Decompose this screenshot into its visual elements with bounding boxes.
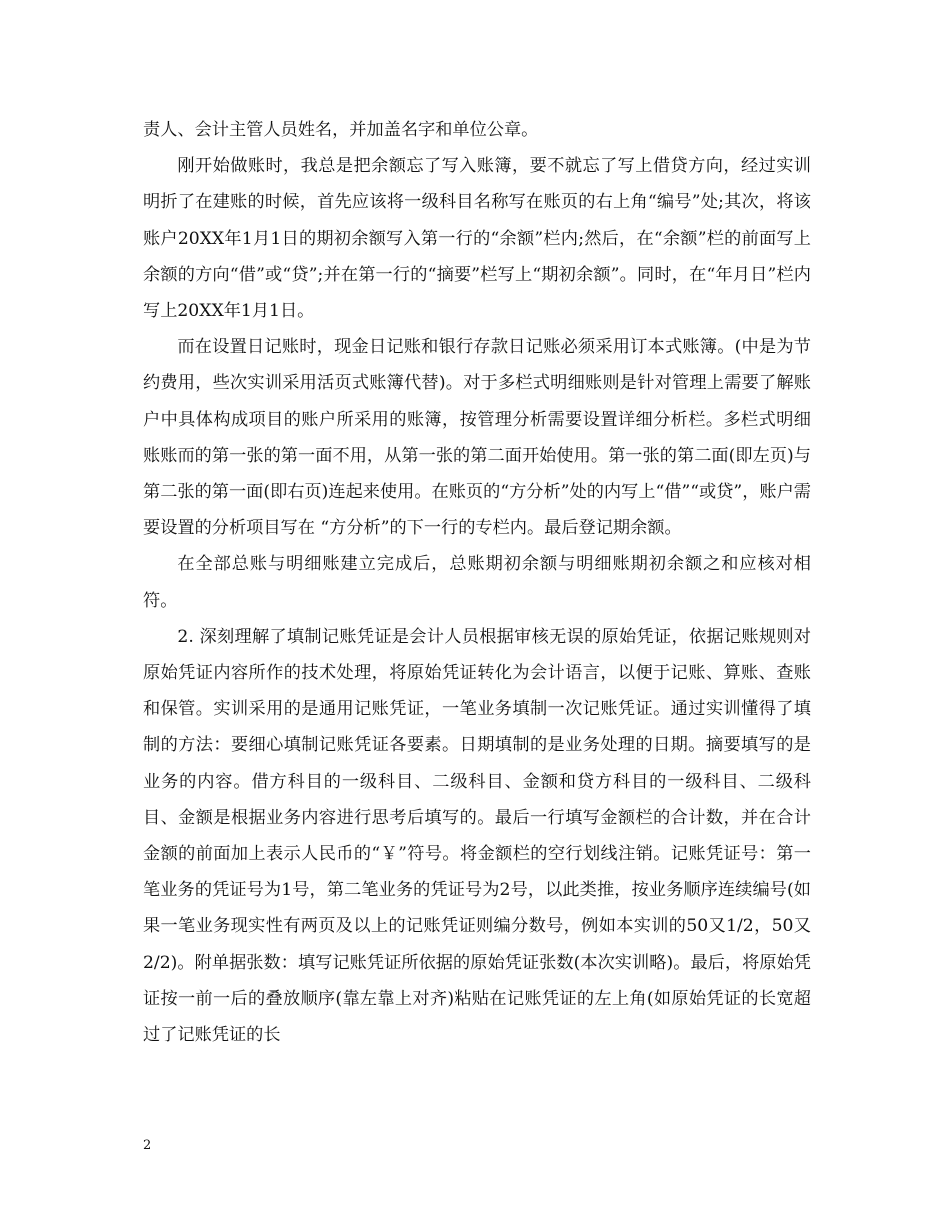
paragraph-continuation: 责人、会计主管人员姓名，并加盖名字和单位公章。 — [143, 120, 539, 140]
page-number: 2 — [143, 1138, 152, 1153]
paragraph-balance-check: 在全部总账与明细账建立完成后，总账期初余额与明细账期初余额之和应核对相符。 — [143, 554, 811, 611]
document-body — [143, 112, 811, 1053]
paragraph-voucher-filling: 2. 深刻理解了填制记账凭证是会计人员根据审核无误的原始凭证，依据记账规则对原始凭证内容所作的技术处理，将原始凭证转化为会计语言，以便于记账、算账、查账和保管。实训采用的是通用记账凭证，一笔业务填制一次记账凭证。通过实训懂得了填制的方法：要细心填制记账凭证各要素。日期填制的是业务处理的日期。摘要填写的是业务的内容。借方科目的一级科目、二级科目、金额和贷方科目的一级科目、二级科目、金额是根据业务内容进行思考后填写的。最后一行填写金额栏的合计数，并在合计金额的前面加上表示人民币的“￥”符号。将金额栏的空行划线注销。记账凭证号：第一笔业务的凭证号为1号，第二笔业务的凭证号为2号，以此类推，按业务顺序连续编号(如果一笔业务现实性有两页及以上的记账凭证则编分数号，例如本实训的50又1/2，50又2/2)。附单据张数：填写记账凭证所依据的原始凭证张数(本次实训略)。最后，将原始凭证按一前一后的叠放顺序(靠左靠上对齐)粘贴在记账凭证的左上角(如原始凭证的长宽超过了记账凭证的长 — [143, 626, 811, 1046]
paragraph-account-setup: 刚开始做账时，我总是把余额忘了写入账簿，要不就忘了写上借贷方向，经过实训明折了在建账的时候，首先应该将一级科目名称写在账页的右上角“编号”处;其次，将该账户20XX年1月1日的期初余额写入第一行的“余额”栏内;然后，在“余额”栏的前面写上余额的方向“借”或“贷”;并在第一行的“摘要”栏写上“期初余额”。同时，在“年月日”栏内写上20XX年1月1日。 — [143, 156, 811, 322]
paragraph-journal-setup: 而在设置日记账时，现金日记账和银行存款日记账必须采用订本式账簿。(中是为节约费用，些次实训采用活页式账簿代替)。对于多栏式明细账则是针对管理上需要了解账户中具体构成项目的账户所采用的账簿，按管理分析需要设置详细分析栏。多栏式明细账账而的第一张的第一面不用，从第一张的第二面开始使用。第一张的第二面(即左页)与第二张的第一面(即右页)连起来使用。在账页的“方分析”处的内写上“借”“或贷”，账户需要设置的分析项目写在 “方分析”的下一行的专栏内。最后登记期余额。 — [143, 337, 811, 539]
